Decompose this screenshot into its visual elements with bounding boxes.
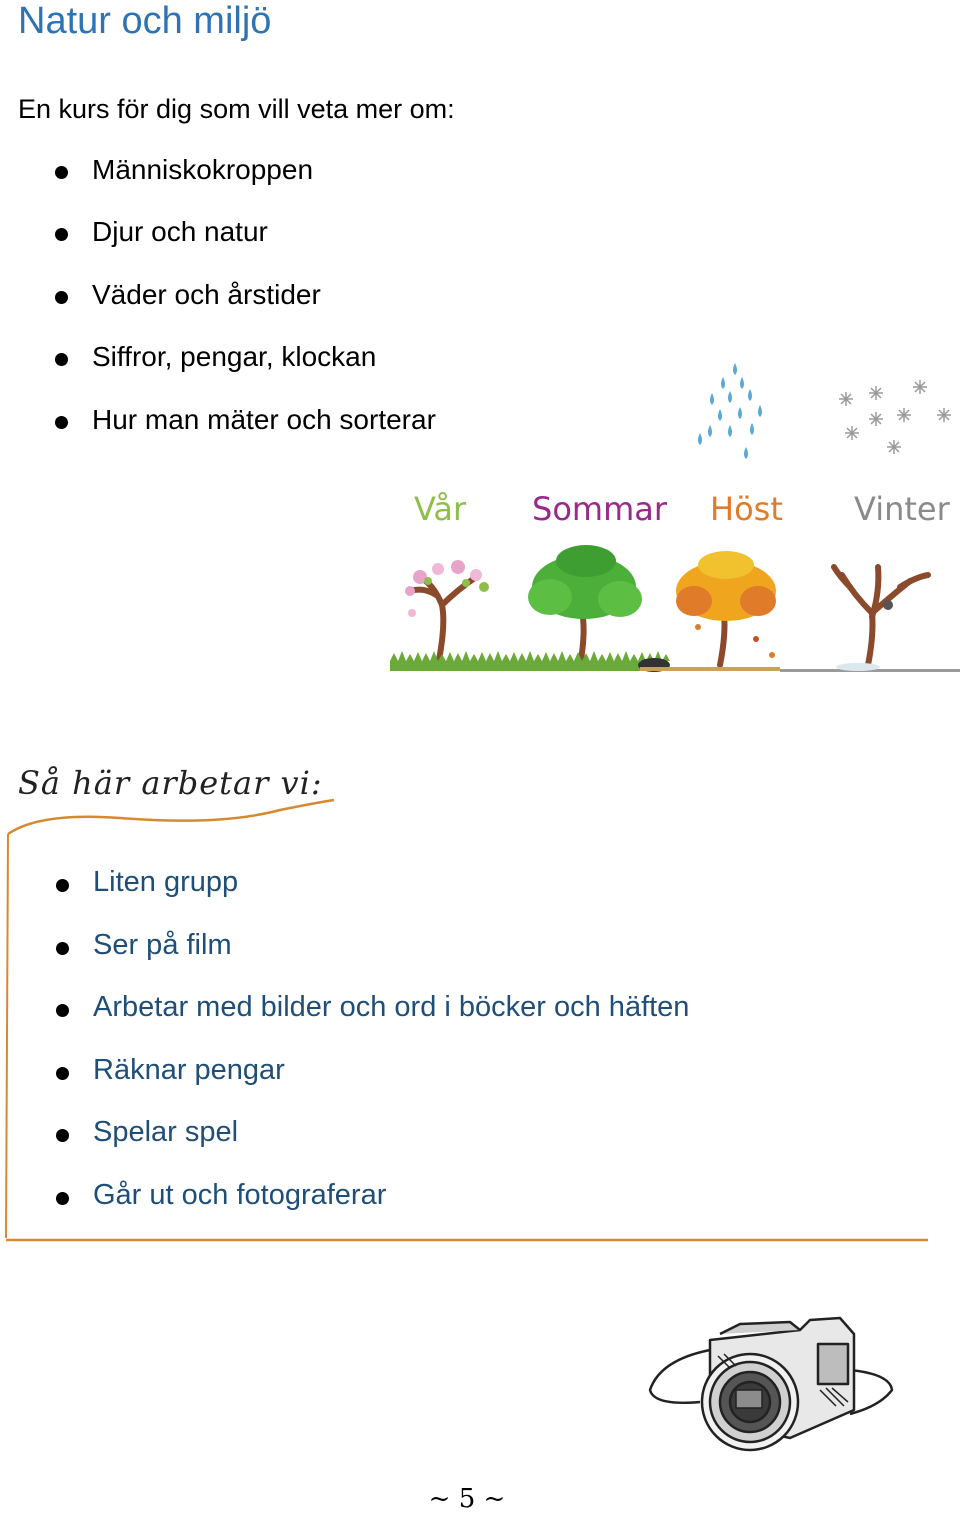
list-item-label: Väder och årstider	[92, 278, 321, 310]
intro-text: En kurs för dig som vill veta mer om:	[18, 94, 455, 124]
page-number: ~ 5 ~	[428, 1484, 506, 1514]
bullet-icon	[56, 879, 69, 892]
tree-trunks	[410, 567, 928, 665]
snow-icon	[839, 380, 951, 454]
list-item-label: Hur man mäter och sorterar	[92, 403, 436, 435]
bullet-icon	[56, 1067, 69, 1080]
season-label-winter: Vinter	[854, 490, 950, 528]
season-label-autumn: Höst	[710, 490, 783, 528]
list-item-label: Människokroppen	[92, 154, 314, 185]
list-item-label: Går ut och fotograferar	[93, 1178, 387, 1211]
list-item-label: Djur och natur	[92, 216, 268, 248]
list-item-label: Spelar spel	[93, 1116, 239, 1149]
season-label-spring: Vår	[414, 490, 467, 528]
bird-icon	[883, 600, 893, 610]
summer-canopy	[528, 545, 642, 619]
list-item-label: Siffror, pengar, klockan	[92, 341, 377, 373]
seasons-illustration	[380, 355, 960, 685]
list-item-label: Arbetar med bilder och ord i böcker och häften	[93, 991, 690, 1024]
page-title: Natur och miljö	[18, 0, 272, 42]
season-label-summer: Sommar	[532, 490, 667, 528]
bullet-icon	[55, 228, 68, 241]
section-heading: Så här arbetar vi:	[18, 764, 323, 802]
bullet-icon	[55, 291, 68, 304]
bullet-icon	[55, 416, 68, 429]
list-item-label: Räknar pengar	[93, 1053, 285, 1086]
bullet-icon	[56, 1192, 69, 1205]
bullet-icon	[56, 942, 69, 955]
bullet-icon	[55, 353, 68, 366]
camera-icon	[640, 1310, 910, 1470]
bullet-icon	[55, 166, 68, 179]
list-item-label: Ser på film	[93, 928, 232, 961]
ground	[390, 651, 960, 672]
rain-icon	[698, 363, 762, 459]
list-item-label: Liten grupp	[93, 866, 239, 898]
